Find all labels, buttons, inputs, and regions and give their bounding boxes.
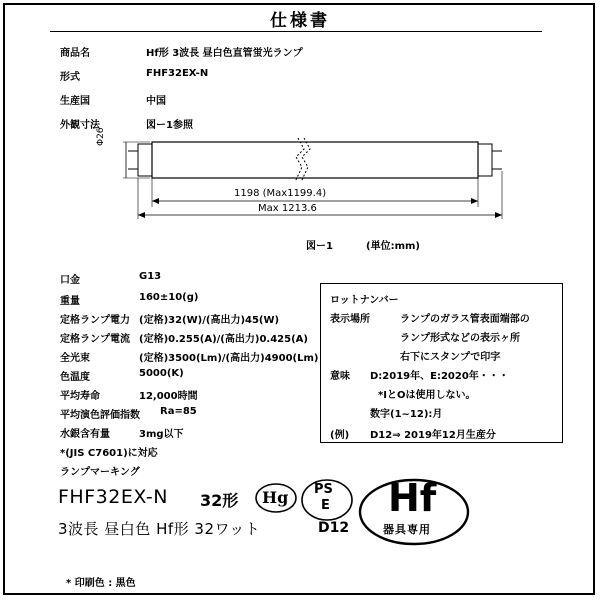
hg-text: Hg xyxy=(262,488,289,507)
spec-label-weight: 重量 xyxy=(60,296,80,307)
spec-value-base: G13 xyxy=(139,271,162,282)
spec-value-color-temp: 5000(K) xyxy=(139,368,184,379)
lot-meaning-line-1: D:2019年、E:2020年・・・ xyxy=(370,371,509,382)
unit-caption: (単位:mm) xyxy=(366,241,420,252)
spec-label-power: 定格ランプ電力 xyxy=(60,315,130,326)
diameter-label: Φ26 xyxy=(96,127,106,146)
spec-value-dimensions: 図ー1参照 xyxy=(146,120,193,131)
lot-display-line-2: ランプ形式などの表示ヶ所 xyxy=(400,333,520,344)
spec-value-model: FHF32EX-N xyxy=(146,68,209,79)
title-underline xyxy=(50,31,542,32)
hf-logo-text: Hf xyxy=(388,476,437,520)
spec-value-luminous-flux: (定格)3500(Lm)/(高出力)4900(Lm) xyxy=(139,353,319,364)
jis-note: *(JIS C7601)に対応 xyxy=(60,448,158,459)
lot-display-label: 表示場所 xyxy=(330,314,370,325)
spec-label-lifetime: 平均寿命 xyxy=(60,391,100,402)
outer-length-label: Max 1213.6 xyxy=(258,203,317,214)
spec-label-model: 形式 xyxy=(60,72,80,83)
spec-label-current: 定格ランプ電流 xyxy=(60,334,130,345)
spec-label-luminous-flux: 全光束 xyxy=(60,353,90,364)
spec-label-product-name: 商品名 xyxy=(60,48,90,59)
hf-logo-caption: 器具専用 xyxy=(383,523,431,536)
marking-line2: 3波長 昼白色 Hf形 32ワット xyxy=(58,520,261,538)
spec-value-country: 中国 xyxy=(146,96,166,107)
lot-meaning-line-3: 数字(1~12):月 xyxy=(370,409,443,420)
spec-value-power: (定格)32(W)/(高出力)45(W) xyxy=(139,315,280,326)
spec-value-current: (定格)0.255(A)/(高出力)0.425(A) xyxy=(139,334,308,345)
lot-display-line-3: 右下にスタンプで印字 xyxy=(400,352,501,363)
spec-label-cri: 平均演色評価指数 xyxy=(60,410,140,421)
spec-label-country: 生産国 xyxy=(60,96,90,107)
lot-meaning-line-2: *IとOは使用しない。 xyxy=(378,390,476,401)
figure-caption: 図ー1 xyxy=(306,241,333,252)
marking-size: 32形 xyxy=(200,491,239,510)
inner-length-label: 1198 (Max1199.4) xyxy=(234,188,327,199)
lot-title: ロットナンバー xyxy=(330,295,399,306)
marking-lot-code: D12 xyxy=(318,520,350,536)
spec-value-mercury: 3mg以下 xyxy=(139,429,184,440)
pse-text-top: PS xyxy=(314,482,333,497)
spec-value-product-name: Hf形 3波長 昼白色直管蛍光ランプ xyxy=(146,48,303,59)
spec-label-color-temp: 色温度 xyxy=(60,372,90,383)
print-color-note: * 印刷色 : 黒色 xyxy=(66,578,136,589)
marking-label: ランプマーキング xyxy=(60,467,140,478)
lot-example-label: (例) xyxy=(330,430,350,441)
spec-label-base: 口金 xyxy=(60,275,80,286)
marking-model: FHF32EX-N xyxy=(58,486,168,508)
page-title: 仕様書 xyxy=(270,11,330,31)
spec-label-mercury: 水銀含有量 xyxy=(60,429,110,440)
pse-text-bottom: E xyxy=(321,498,330,513)
lot-meaning-label: 意味 xyxy=(330,371,350,382)
spec-label-dimensions: 外観寸法 xyxy=(60,120,100,131)
lot-example-text: D12⇒ 2019年12月生産分 xyxy=(370,430,496,441)
spec-value-cri: Ra=85 xyxy=(160,406,197,417)
spec-value-weight: 160±10(g) xyxy=(139,292,199,303)
lot-display-line-1: ランプのガラス管表面端部の xyxy=(400,314,530,325)
spec-value-lifetime: 12,000時間 xyxy=(139,391,198,402)
